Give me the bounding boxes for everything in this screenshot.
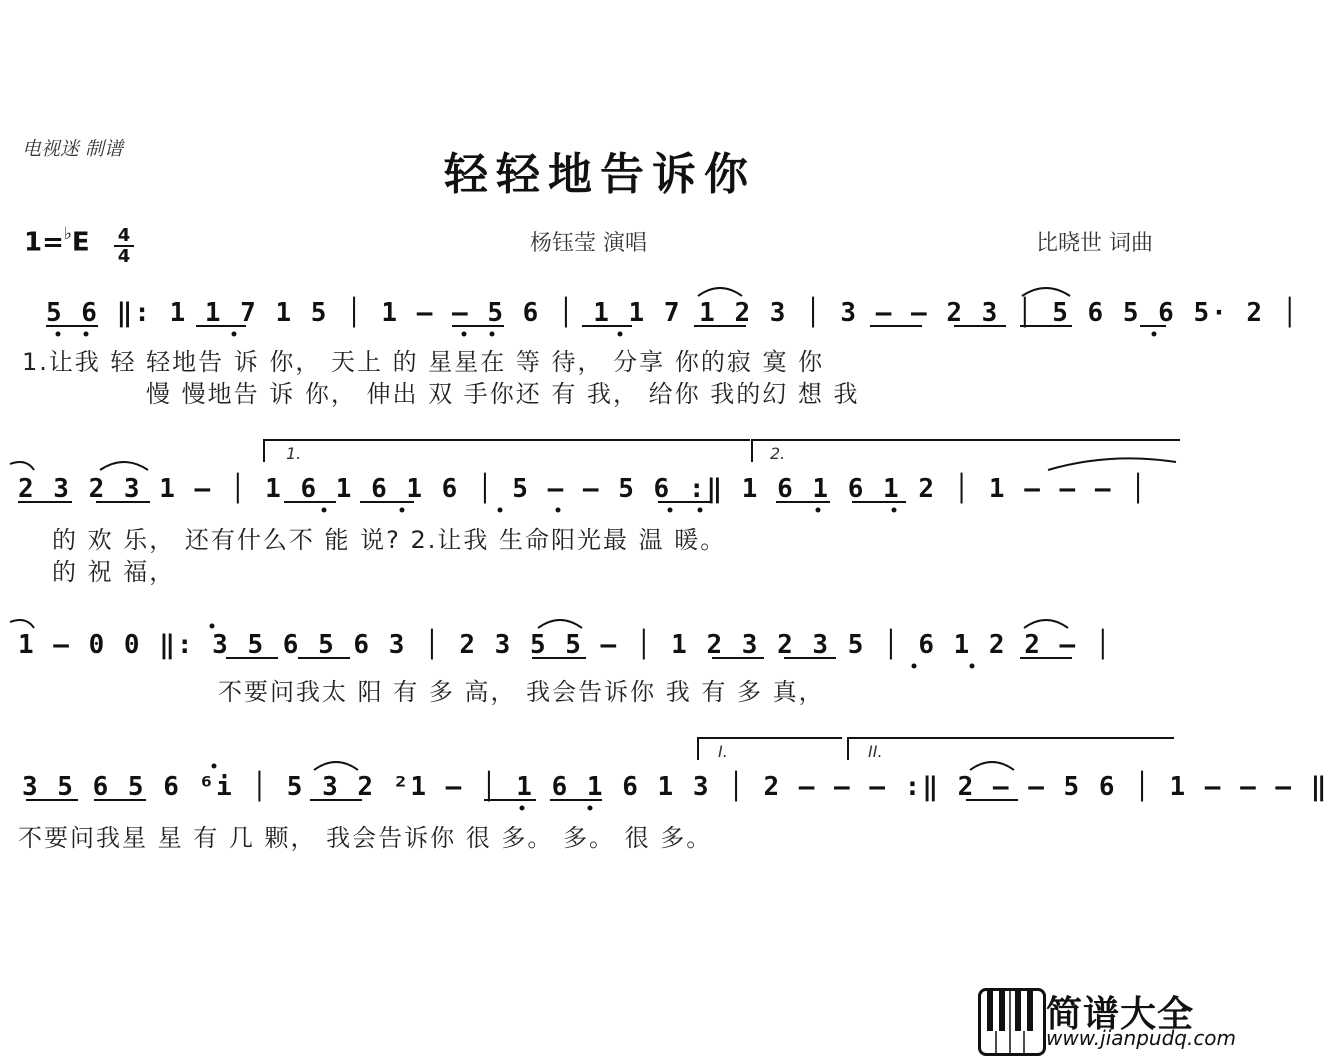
key-flat: ♭: [63, 224, 72, 244]
singer-credit: 杨钰莹 演唱: [530, 231, 647, 256]
key-note: E: [71, 227, 90, 258]
piano-keys-icon: [978, 988, 1046, 1056]
time-bottom: 4: [114, 245, 134, 266]
time-top: 4: [117, 225, 131, 246]
first-ending-label-row-4: I.: [718, 742, 728, 761]
score-row-2-lyrics-verse-1: 的 欢 乐， 还有什么不 能 说? 2.让我 生命阳光最 温 暖。: [52, 526, 727, 554]
second-ending-label-row-4: II.: [868, 742, 883, 761]
score-row-1-notes: 5 6 ‖: 1 1 7 1 5 │ 1 – – 5 6 │ 1 1 7 1 2 3 │ 3 – – 2 3 │ 5 6 5 6 5· 2 │: [46, 298, 1300, 328]
composer-credit: 比晓世 词曲: [1036, 231, 1153, 256]
second-ending-label: 2.: [770, 444, 786, 463]
score-row-3-lyrics: 不要问我太 阳 有 多 高， 我会告诉你 我 有 多 真，: [218, 678, 825, 706]
score-row-4-lyrics: 不要问我星 星 有 几 颗， 我会告诉你 很 多。 多。 很 多。: [18, 824, 713, 852]
score-row-1-lyrics-verse-1: 1.让我 轻 轻地告 诉 你， 天上 的 星星在 等 待， 分享 你的寂 寞 你: [22, 348, 825, 376]
score-row-2-lyrics-verse-2: 的 祝 福，: [52, 558, 176, 586]
watermark-title: 简谱大全: [1046, 994, 1195, 1035]
watermark-url: www.jianpudq.com: [1046, 1026, 1237, 1050]
score-row-1-lyrics-verse-2: 慢 慢地告 诉 你， 伸出 双 手你还 有 我， 给你 我的幻 想 我: [146, 380, 860, 408]
score-row-3-notes: 1 – 0 0 ‖: 3 5 6 5 6 3 │ 2 3 5 5 – │ 1 2 3 2 3 5 │ 6 1 2 2 – │: [18, 630, 1113, 660]
score-row-4-notes: 3 5 6 5 6 ⁶i │ 5 3 2 ²1 – │ 1 6 1 6 1 3 │ 2 – – – :‖ 2 – – 5 6 │ 1 – – – ‖: [22, 772, 1328, 802]
key-prefix: 1=: [24, 227, 64, 258]
song-title: 轻轻地告诉你: [444, 149, 756, 200]
first-ending-label: 1.: [286, 444, 302, 463]
score-row-2-notes: 2 3 2 3 1 – │ 1 6 1 6 1 6 │ 5 – – 5 6 :‖ 1 6 1 6 1 2 │ 1 – – – │: [18, 474, 1148, 504]
arranger-credit: 电视迷 制谱: [22, 138, 124, 160]
